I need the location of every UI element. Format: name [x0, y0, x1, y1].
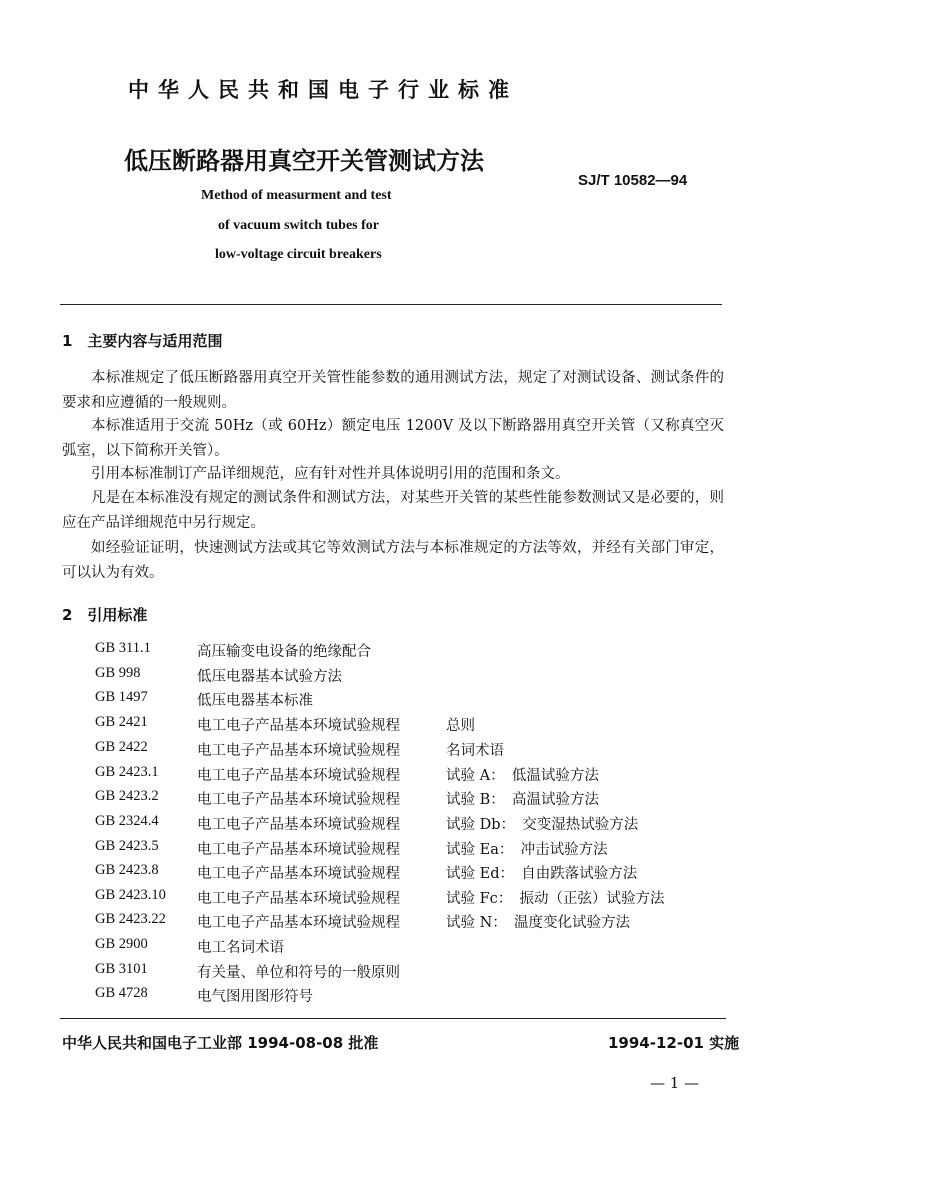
reference-title: 电工电子产品基本环境试验规程	[197, 842, 400, 858]
reference-title: 电工电子产品基本环境试验规程	[197, 743, 400, 759]
reference-subject: 试验 A： 低温试验方法	[446, 768, 599, 784]
effective-date: 1994-12-01 实施	[608, 1034, 740, 1052]
reference-subject: 试验 N： 温度变化试验方法	[446, 915, 631, 931]
reference-subject: 试验 Ed： 自由跌落试验方法	[446, 866, 638, 882]
english-title-line-3: low-voltage circuit breakers	[215, 247, 382, 262]
reference-title: 电工电子产品基本环境试验规程	[197, 817, 400, 833]
reference-title: 电工名词术语	[197, 940, 284, 956]
standard-category-title: 中华人民共和国电子行业标准	[128, 78, 518, 102]
reference-code: GB 2423.1	[95, 764, 159, 780]
reference-title: 高压输变电设备的绝缘配合	[197, 644, 371, 660]
reference-code: GB 2423.8	[95, 862, 159, 878]
reference-title: 电工电子产品基本环境试验规程	[197, 915, 400, 931]
header-divider	[60, 304, 722, 305]
reference-code: GB 2324.4	[95, 813, 159, 829]
section-1-paragraph-2: 本标准适用于交流 50Hz（或 60Hz）额定电压 1200V 及以下断路器用真空开关管（又称真空灭弧室，以下简称开关管）。	[62, 418, 724, 459]
reference-code: GB 1497	[95, 689, 148, 705]
reference-title: 电工电子产品基本环境试验规程	[197, 891, 400, 907]
reference-title: 电工电子产品基本环境试验规程	[197, 792, 400, 808]
section-1-heading: 1 主要内容与适用范围	[62, 332, 223, 350]
reference-code: GB 2900	[95, 936, 148, 952]
reference-subject: 试验 Ea： 冲击试验方法	[446, 842, 608, 858]
english-title-line-1: Method of measurment and test	[201, 188, 392, 203]
reference-code: GB 2423.10	[95, 887, 166, 903]
reference-code: GB 998	[95, 665, 141, 681]
reference-title: 有关量、单位和符号的一般原则	[197, 965, 400, 981]
reference-code: GB 311.1	[95, 640, 151, 656]
page-number: — 1 —	[650, 1074, 700, 1092]
reference-title: 电气图用图形符号	[197, 989, 313, 1005]
reference-title: 低压电器基本试验方法	[197, 669, 342, 685]
reference-subject: 试验 Fc： 振动（正弦）试验方法	[446, 891, 665, 907]
reference-title: 电工电子产品基本环境试验规程	[197, 718, 400, 734]
footer-divider	[60, 1018, 726, 1019]
reference-title: 电工电子产品基本环境试验规程	[197, 768, 400, 784]
reference-code: GB 2421	[95, 714, 148, 730]
reference-code: GB 3101	[95, 961, 148, 977]
reference-subject: 总则	[446, 718, 475, 734]
approval-statement: 中华人民共和国电子工业部 1994-08-08 批准	[62, 1034, 379, 1052]
section-1-paragraph-1: 本标准规定了低压断路器用真空开关管性能参数的通用测试方法，规定了对测试设备、测试条件的要求和应遵循的一般规则。	[62, 370, 724, 411]
section-1-paragraph-4: 凡是在本标准没有规定的测试条件和测试方法，对某些开关管的某些性能参数测试又是必要的，则应在产品详细规范中另行规定。	[62, 490, 724, 531]
reference-subject: 试验 B： 高温试验方法	[446, 792, 600, 808]
section-2-heading: 2 引用标准	[62, 606, 148, 624]
reference-code: GB 2423.5	[95, 838, 159, 854]
section-1-paragraph-5: 如经验证证明，快速测试方法或其它等效测试方法与本标准规定的方法等效，并经有关部门审定，可以认为有效。	[62, 540, 724, 581]
reference-subject: 名词术语	[446, 743, 504, 759]
english-title-line-2: of vacuum switch tubes for	[218, 218, 379, 233]
reference-title: 电工电子产品基本环境试验规程	[197, 866, 400, 882]
reference-code: GB 4728	[95, 985, 148, 1001]
reference-subject: 试验 Db： 交变湿热试验方法	[446, 817, 639, 833]
reference-code: GB 2423.22	[95, 911, 166, 927]
document-title: 低压断路器用真空开关管测试方法	[124, 147, 484, 175]
reference-code: GB 2423.2	[95, 788, 159, 804]
reference-code: GB 2422	[95, 739, 148, 755]
section-1-paragraph-3: 引用本标准制订产品详细规范，应有针对性并具体说明引用的范围和条文。	[91, 466, 570, 482]
reference-title: 低压电器基本标准	[197, 693, 313, 709]
document-code: SJ/T 10582—94	[578, 172, 688, 189]
